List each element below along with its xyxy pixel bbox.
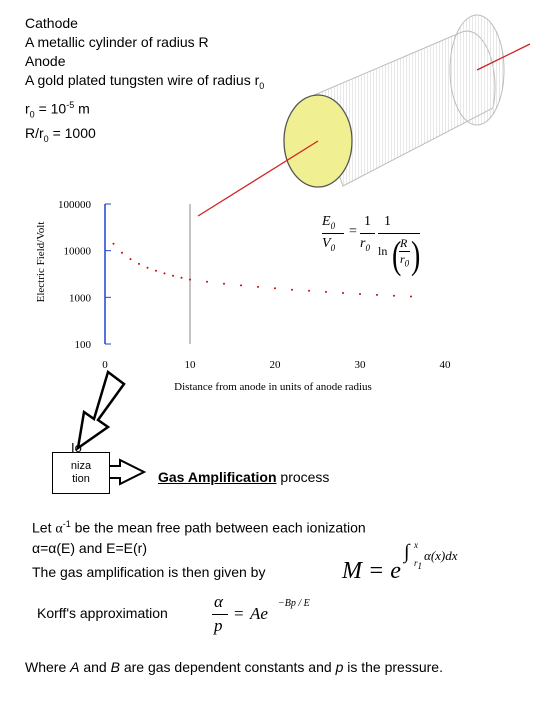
chart-x-tick-label: 0 [102,359,108,371]
right-arrow [106,460,144,484]
chart-point [342,292,344,294]
chart-point [359,293,361,295]
chart-point [274,287,276,289]
chart-point [121,252,123,254]
chart-point [172,275,174,277]
korff-formula: α p = Ae −Bp / E [214,592,310,635]
chart-y-tick-label: 100 [74,339,91,351]
chart-x-tick-label: 20 [269,359,281,371]
down-arrow [78,372,124,448]
chart-point [291,289,293,291]
chart-y-tick-label: 10000 [63,245,91,258]
chart-point [138,263,140,265]
ionization-line1: Io [71,440,82,455]
chart-ylabel: Electric Field/Volt [35,221,47,303]
intro-line-r0: $r_0 = 10^{-5}$ m [25,99,90,120]
chart-point [181,277,183,279]
chart-point [164,272,166,274]
chart-point [147,267,149,269]
ionization-line2: niza [70,460,92,472]
chart-point [113,243,115,245]
chart-point [325,291,327,293]
footer-text: Where A and B are gas dependent constants and p is the pressure. [25,659,443,675]
chart-point [257,286,259,288]
chart-point [206,281,208,283]
field-formula: $E_0$ $V_0$ = 1 $r_0$ 1 ln ( R $r_0$ ) [322,214,421,278]
intro-line-wire: A gold plated tungsten wire of radius $r_0$ [25,72,265,91]
korff-text: Korff's approximation [37,605,168,621]
mean-free-path-text: Let $\alpha^{-1}$ be the mean free path between each ionization α=α(E) and E=E(r) [32,519,366,556]
chart-x-tick-label: 30 [354,359,366,371]
chart-x-tick-label: 40 [439,359,451,371]
chart-point [189,279,191,281]
chart-point [240,284,242,286]
chart-point [155,270,157,272]
ionization-box [52,440,110,494]
chart-y-tick-label: 100000 [58,199,91,211]
chart-point [376,294,378,296]
chart-xlabel: Distance from anode in units of anode radius [174,381,372,393]
cylinder-illustration [190,0,540,220]
chart-point [308,290,310,292]
chart-grid [105,204,190,344]
chart-x-tick-label: 10 [184,359,196,371]
chart-point [393,295,395,297]
ionization-line3: tion [72,473,90,485]
intro-line-ratio: $R/r_0 = 1000$ [25,125,96,145]
gain-text: The gas amplification is then given by [32,564,266,580]
intro-line-anode: Anode [25,53,66,69]
intro-line-cathode: Cathode [25,15,78,31]
gain-formula: M = e ∫ x $r_1$ α(x)dx [342,540,458,584]
chart-point [130,258,132,260]
chart-point [223,283,225,285]
intro-line-cylinder: A metallic cylinder of radius R [25,34,209,50]
chart-y-tick-label: 1000 [69,292,91,305]
gas-amplification-title: Gas Amplification process [158,469,330,485]
chart-point [410,296,412,298]
